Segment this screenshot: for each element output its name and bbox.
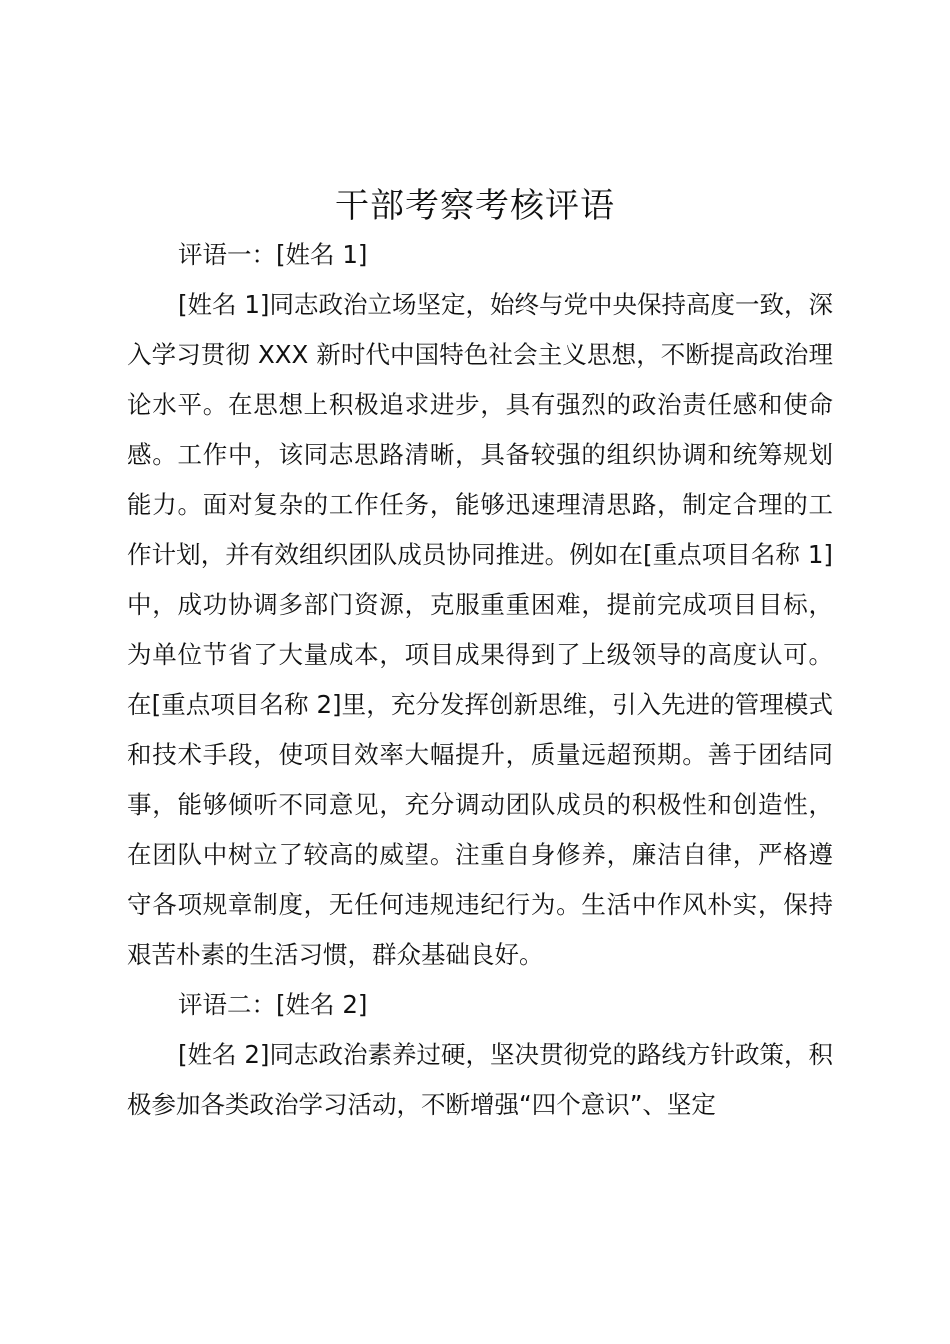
document-title: 干部考察考核评语 (335, 186, 615, 226)
section-paragraph-1: [姓名 1]同志政治立场坚定，始终与党中央保持高度一致，深入学习贯彻 XXX 新时代中国特色社会主义思想，不断提高政治理论水平。在思想上积极追求进步，具有强烈的政治责任感和使命感。工作中，该同志思路清晰，具备较强的组织协调和统筹规划能力。面对复杂的工作任务，能够迅速理清思路，制定合理的工作计划，并有效组织团队成员协同推进。例如在[重点项目名称 1]中，成功协调多部门资源，克服重重困难，提前完成项目目标，为单位节省了大量成本，项目成果得到了上级领导的高度认可。在[重点项目名称 2]里，充分发挥创新思维，引入先进的管理模式和技术手段，使项目效率大幅提升，质量远超预期。善于团结同事，能够倾听不同意见，充分调动团队成员的积极性和创造性，在团队中树立了较高的威望。注重自身修养，廉洁自律，严格遵守各项规章制度，无任何违规违纪行为。生活中作风朴实，保持艰苦朴素的生活习惯，群众基础良好。 (127, 290, 833, 969)
section-heading-1: 评语一：[姓名 1] (178, 240, 368, 269)
section-paragraph-2: [姓名 2]同志政治素养过硬，坚决贯彻党的路线方针政策，积极参加各类政治学习活动，不断增强“四个意识”、坚定 (127, 1040, 833, 1119)
section-heading-2: 评语二：[姓名 2] (178, 990, 368, 1019)
document-body (127, 230, 833, 1130)
